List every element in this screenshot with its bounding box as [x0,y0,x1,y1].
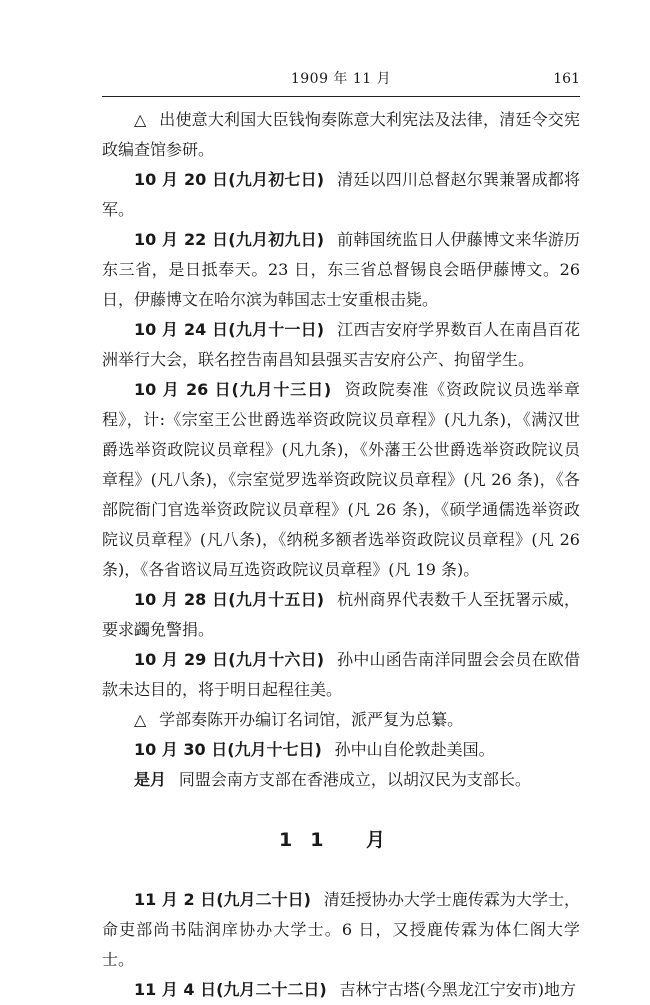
entry-date: 10 月 22 日(九月初九日) [134,230,325,249]
entry-text: 前韩国统监日人伊藤博文来华游历东三省，是日抵奉天。23 日，东三省总督锡良会晤伊藤博文。26 日，伊藤博文在哈尔滨为韩国志士安重根击毙。 [102,230,580,309]
month-heading: 11 月 [278,829,404,851]
entry-text: 清廷以四川总督赵尔巽兼署成都将军。 [102,170,580,219]
chronicle-entry [102,315,580,375]
chronicle-entry [102,975,580,1005]
header-rule [102,96,580,97]
entry-text: 学部奏陈开办编订名词馆，派严复为总纂。 [159,710,464,729]
chronicle-entry [102,375,580,585]
chronicle-entry [102,765,580,795]
entry-text: 同盟会南方支部在香港成立，以胡汉民为支部长。 [178,770,531,789]
chronicle-entries-november [102,885,580,1005]
entry-text: 出使意大利国大臣钱恂奏陈意大利宪法及法律，清廷令交宪政编查馆参研。 [102,110,580,159]
entry-text: 江西吉安府学界数百人在南昌百花洲举行大会，联名控告南昌知县强买吉安府公产、拘留学生。 [102,320,580,369]
entry-text: 孙中山函告南洋同盟会会员在欧借款未达目的，将于明日起程往美。 [102,650,580,699]
chronicle-entry [102,585,580,645]
entry-date: 是月 [134,770,167,789]
entry-text: 资政院奏准《资政院议员选举章程》，计:《宗室王公世爵选举资政院议员章程》(凡九条)，《满汉世爵选举资政院议员章程》(凡九条)，《外藩王公世爵选举资政院议员章程》(凡八条)，《宗室觉罗选举资政院议员章程》(凡 26 条)，《各部院衙门官选举资政院议员章程》(凡 26 条)，《硕学通儒选举资政院议员章程》(凡八条)，《纳税多额者选举资政院议员章程》(凡 26 条)，《各省谘议局互选资政院议员章程》(凡 19 条)。 [102,380,580,579]
triangle-marker-icon: △ [134,110,147,129]
running-head: 1909 年 11 月 [290,71,392,87]
chronicle-entries [102,105,580,795]
chronicle-entry [102,645,580,705]
page-header [102,64,580,94]
entry-date: 10 月 30 日(九月十七日) [134,740,322,759]
triangle-marker-icon: △ [134,710,147,729]
entry-text: 杭州商界代表数千人至抚署示威，要求蠲免警捐。 [102,590,580,639]
entry-date: 10 月 28 日(九月十五日) [134,590,325,609]
book-page [102,64,580,1005]
entry-text: 孙中山自伦敦赴美国。 [334,740,495,759]
chronicle-entry [102,105,580,165]
chronicle-entry [102,225,580,315]
entry-date: 10 月 20 日(九月初七日) [134,170,325,189]
entry-date: 10 月 29 日(九月十六日) [134,650,325,669]
page-number: 161 [553,71,580,87]
entry-date: 11 月 2 日(九月二十日) [134,890,311,909]
chronicle-entry [102,705,580,735]
entry-text: 吉林宁古塔(今黑龙江宁安市)地方 [339,980,577,999]
chronicle-entry [102,885,580,975]
chronicle-entry [102,735,580,765]
entry-text: 清廷授协办大学士鹿传霖为大学士，命吏部尚书陆润庠协办大学士。6 日，又授鹿传霖为体仁阁大学士。 [102,890,580,969]
entry-date: 10 月 24 日(九月十一日) [134,320,325,339]
entry-date: 11 月 4 日(九月二十二日) [134,980,327,999]
entry-date: 10 月 26 日(九月十三日) [134,380,332,399]
chronicle-entry [102,165,580,225]
